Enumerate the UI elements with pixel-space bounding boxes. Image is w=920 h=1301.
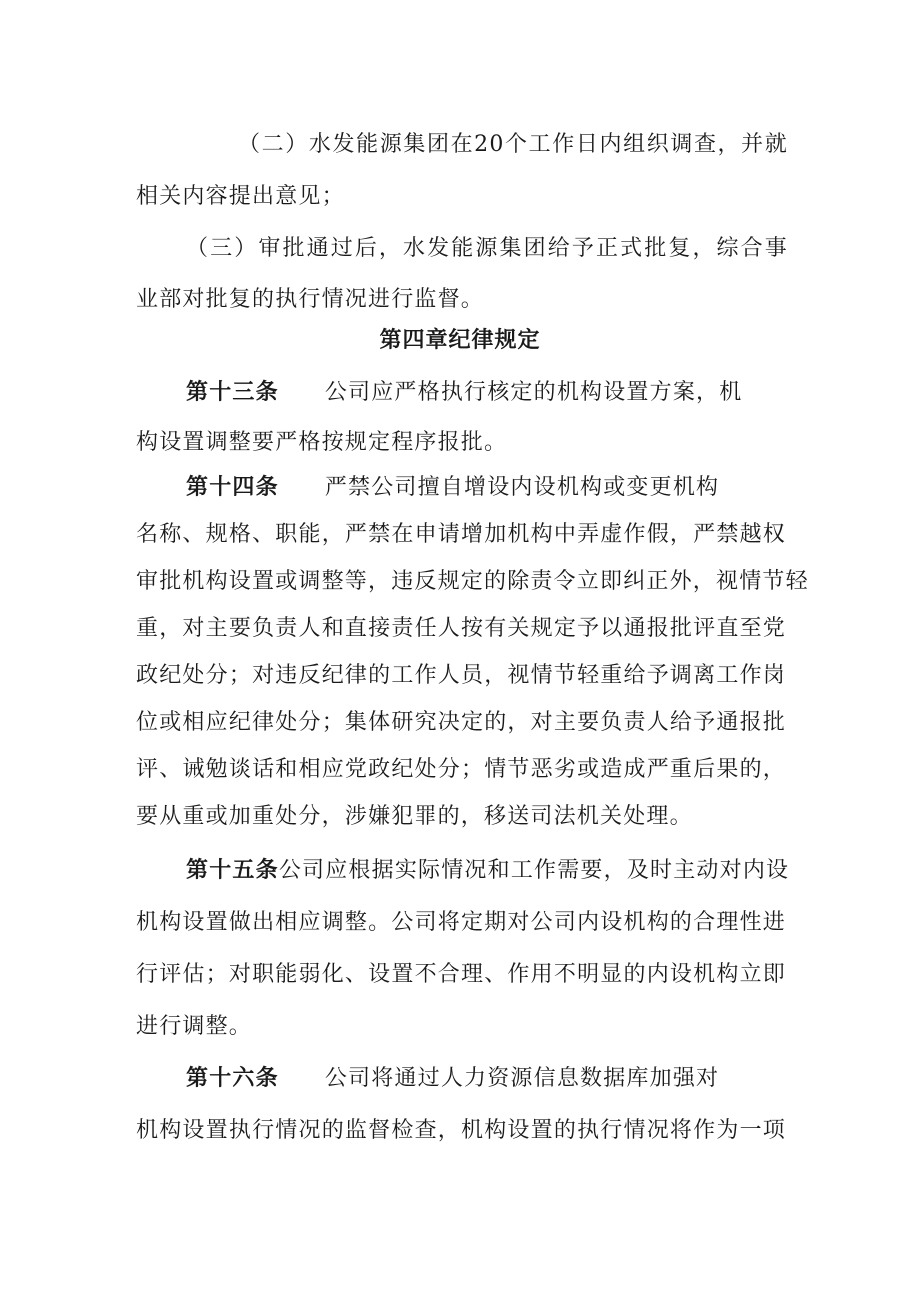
paragraph-3-line-1: （三）审批通过后，水发能源集团给予正式批复，综合事 xyxy=(186,236,788,261)
article-14-text: 严禁公司擅自增设内设机构或变更机构 xyxy=(324,475,720,500)
article-15-line-3: 行评估；对职能弱化、设置不合理、作用不明显的内设机构立即 xyxy=(136,962,786,987)
article-14-label: 第十四条 xyxy=(186,475,279,500)
article-13-label: 第十三条 xyxy=(186,380,279,405)
article-15-line-1 xyxy=(186,856,788,886)
article-13-text: 公司应严格执行核定的机构设置方案，机 xyxy=(324,380,743,405)
paragraph-2-line-1: （二）水发能源集团在20个工作日内组织调查，并就 xyxy=(238,132,788,157)
chapter-heading: 第四章纪律规定 xyxy=(379,328,541,353)
article-13-line-2: 构设置调整要严格按规定程序报批。 xyxy=(136,430,508,455)
article-15-label: 第十五条 xyxy=(186,858,279,883)
article-16-line-1 xyxy=(186,1064,920,1094)
article-15-line-2: 机构设置做出相应调整。公司将定期对公司内设机构的合理性进 xyxy=(136,910,786,935)
article-14-line-8: 要从重或加重处分，涉嫌犯罪的，移送司法机关处理。 xyxy=(136,804,693,829)
article-14-line-7: 评、诫勉谈话和相应党政纪处分；情节恶劣或造成严重后果的， xyxy=(136,757,786,782)
paragraph-2-line-2: 相关内容提出意见； xyxy=(136,184,345,209)
article-14-line-2: 名称、规格、职能，严禁在申请增加机构中弄虚作假，严禁越权 xyxy=(136,522,786,547)
article-16-text: 公司将通过人力资源信息数据库加强对 xyxy=(324,1066,720,1091)
paragraph-3-line-2: 业部对批复的执行情况进行监督。 xyxy=(136,287,485,312)
article-14-line-4: 重，对主要负责人和直接责任人按有关规定予以通报批评直至党 xyxy=(136,616,786,641)
article-16-line-2: 机构设置执行情况的监督检查，机构设置的执行情况将作为一项 xyxy=(136,1118,786,1143)
article-14-line-1 xyxy=(186,473,920,503)
article-14-line-3: 审批机构设置或调整等，违反规定的除责令立即纠正外，视情节轻 xyxy=(136,569,809,594)
article-14-line-6: 位或相应纪律处分；集体研究决定的，对主要负责人给予通报批 xyxy=(136,710,786,735)
article-13-line-1 xyxy=(186,378,920,408)
article-15-text: 公司应根据实际情况和工作需要，及时主动对内设 xyxy=(278,858,790,883)
article-16-label: 第十六条 xyxy=(186,1066,279,1091)
article-15-line-4: 进行调整。 xyxy=(136,1014,253,1039)
article-14-line-5: 政纪处分；对违反纪律的工作人员，视情节轻重给予调离工作岗 xyxy=(136,663,786,688)
